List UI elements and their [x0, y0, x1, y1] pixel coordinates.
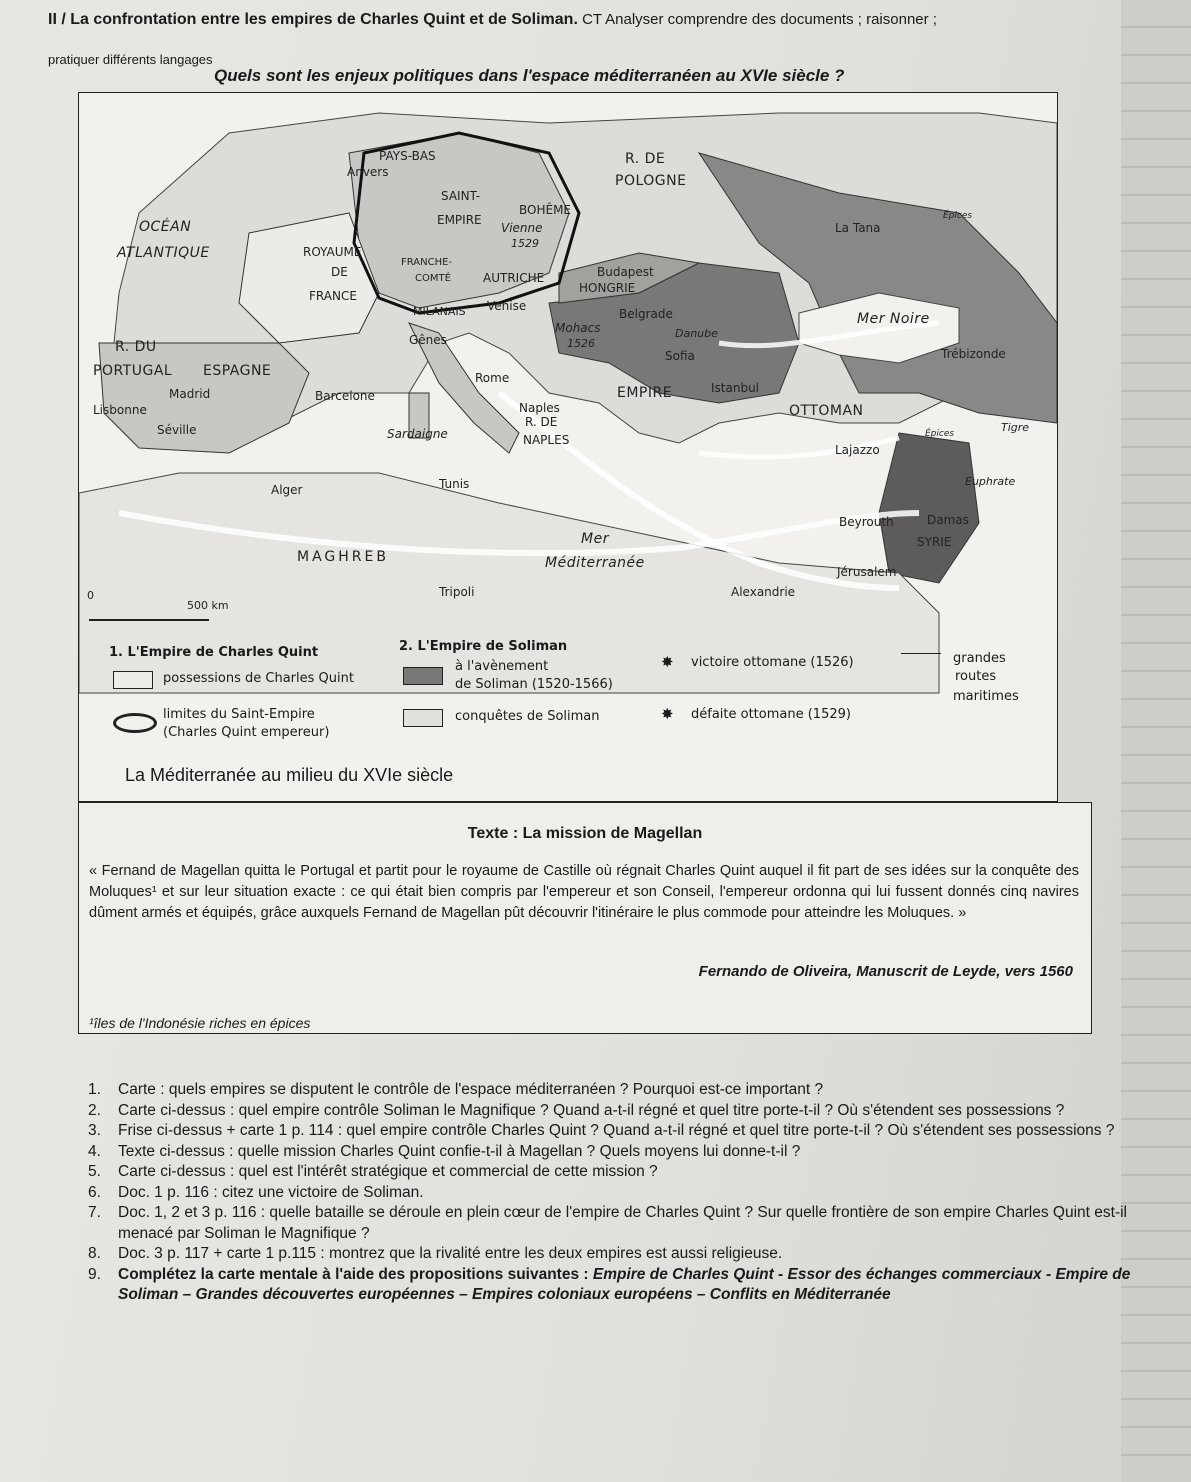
label-pologne: POLOGNE	[615, 173, 687, 189]
label-alger: Alger	[271, 483, 303, 497]
text-title: Texte : La mission de Magellan	[467, 825, 703, 842]
label-euphrate: Euphrate	[965, 475, 1016, 488]
label-ottoman: OTTOMAN	[789, 403, 864, 419]
label-jerusalem: Jérusalem	[837, 565, 897, 579]
label-naples-kingdom: NAPLES	[523, 433, 570, 447]
label-istanbul: Istanbul	[711, 381, 760, 395]
map-legend	[79, 639, 1057, 747]
label-alexandrie: Alexandrie	[731, 585, 796, 599]
label-budapest: Budapest	[597, 265, 654, 279]
question-1: 1. Carte : quels empires se disputent le contrôle de l'espace méditerranéen ? Pourquoi est-ce important ?	[88, 1081, 824, 1098]
defeat-icon: ✸	[661, 705, 674, 723]
label-syrie: SYRIE	[917, 535, 952, 549]
scale-500: 500 km	[187, 599, 229, 612]
label-tripoli: Tripoli	[439, 585, 475, 599]
label-epices-2: Épices	[925, 429, 955, 439]
label-comte: COMTÉ	[415, 273, 451, 284]
map-caption: La Méditerranée au milieu du XVIe siècle	[125, 765, 454, 785]
legend-limites: limites du Saint-Empire	[163, 707, 315, 722]
label-lisbonne: Lisbonne	[93, 403, 147, 417]
label-sofia: Sofia	[665, 349, 695, 363]
label-de: DE	[331, 265, 348, 279]
legend-swatch-possessions	[113, 671, 153, 689]
label-trebizonde: Trébizonde	[941, 347, 1006, 361]
label-lajazzo: Lajazzo	[835, 443, 880, 457]
section-header	[48, 10, 1138, 30]
text-body: « Fernand de Magellan quitta le Portugal et partit pour le royaume de Castille où régnait Charles Quint auquel il fit part de ses idées sur la conquête des Moluques¹ et sur leur situation exacte : ce qui était bien compris par l'empereur et son Conseil, l'empereur ordonna qui lui fussent donnés cinq navires dûment armés et équipés, grâce auxquels Fernand de Magellan pût découvrir l'itinéraire le plus commode pour atteindre les Moluques. »	[89, 863, 1079, 921]
label-1526: 1526	[567, 337, 595, 350]
question-9: 9. Complétez la carte mentale à l'aide des propositions suivantes : Empire de Charles Quint - Essor des échanges commerciaux - Empire de Soliman – Grandes découvertes européennes – Empires coloniaux européens – Conflits en Méditerranée	[88, 1265, 1131, 1303]
legend-limites-2: (Charles Quint empereur)	[163, 725, 330, 740]
victory-icon: ✸	[661, 653, 674, 671]
label-rome: Rome	[475, 371, 510, 385]
label-r-de-2: R. DE	[525, 415, 558, 429]
map-question: Quels sont les enjeux politiques dans l'espace méditerranéen au XVIe siècle ?	[214, 66, 845, 85]
label-tigre: Tigre	[1001, 421, 1030, 434]
legend-victoire: victoire ottomane (1526)	[691, 655, 854, 670]
legend-heading-soliman: 2. L'Empire de Soliman	[399, 639, 568, 654]
label-portugal: PORTUGAL	[93, 363, 173, 379]
skills-text: CT Analyser comprendre des documents ; raisonner ;	[582, 11, 937, 28]
label-venise: Venise	[487, 299, 527, 313]
label-hongrie: HONGRIE	[579, 281, 636, 295]
label-anvers: Anvers	[347, 165, 389, 179]
label-espagne: ESPAGNE	[203, 363, 272, 379]
legend-avenement-2: de Soliman (1520-1566)	[455, 677, 613, 692]
legend-conquetes: conquêtes de Soliman	[455, 709, 600, 724]
label-damas: Damas	[927, 513, 969, 527]
question-6: 6. Doc. 1 p. 116 : citez une victoire de Soliman.	[88, 1183, 424, 1201]
label-genes: Gênes	[409, 333, 447, 347]
legend-routes-1: grandes	[953, 651, 1006, 666]
label-empire: EMPIRE	[437, 213, 482, 227]
label-1529: 1529	[511, 237, 539, 250]
question-5: 5. Carte ci-dessus : quel est l'intérêt stratégique et commercial de cette mission ?	[88, 1163, 658, 1180]
legend-heading-charles: 1. L'Empire de Charles Quint	[109, 645, 319, 660]
label-danube: Danube	[675, 327, 718, 340]
mediterranean-map	[78, 92, 1058, 802]
label-mohacs: Mohacs	[555, 321, 601, 335]
label-atlantique: ATLANTIQUE	[117, 245, 210, 261]
magellan-text-box	[78, 802, 1092, 1034]
label-autriche: AUTRICHE	[483, 271, 545, 285]
legend-defaite: défaite ottomane (1529)	[691, 707, 851, 722]
label-saint: SAINT-	[441, 189, 481, 203]
text-source: Fernando de Oliveira, Manuscrit de Leyde, vers 1560	[698, 963, 1073, 980]
question-3: 3. Frise ci-dessus + carte 1 p. 114 : quel empire contrôle Charles Quint ? Quand a-t-il régné et quel titre porte-t-il ? Où s'étendent ses possessions ?	[88, 1122, 1115, 1139]
label-boheme: BOHÊME	[519, 203, 572, 217]
legend-route-line	[901, 653, 941, 654]
label-mer-noire: Mer Noire	[857, 311, 930, 327]
label-epices-1: Épices	[943, 211, 973, 221]
label-r-du: R. DU	[115, 339, 157, 355]
scale-zero: 0	[87, 589, 94, 602]
label-madrid: Madrid	[169, 387, 211, 401]
label-barcelone: Barcelone	[315, 389, 375, 403]
label-ocean: OCÉAN	[139, 219, 192, 235]
label-vienne: Vienne	[501, 221, 543, 235]
section-title: II / La confrontation entre les empires de Charles Quint et de Soliman.	[48, 11, 578, 28]
question-4: 4. Texte ci-dessus : quelle mission Charles Quint confie-t-il à Magellan ? Quels moyens lui donne-t-il ?	[88, 1142, 801, 1160]
label-seville: Séville	[157, 423, 197, 437]
question-2: 2. Carte ci-dessus : quel empire contrôle Soliman le Magnifique ? Quand a-t-il régné et quel titre porte-t-il ? Où s'étendent ses possessions ?	[88, 1101, 1065, 1119]
question-8: 8. Doc. 3 p. 117 + carte 1 p.115 : montrez que la rivalité entre les deux empires est aussi religieuse.	[88, 1245, 783, 1262]
legend-routes-2: routes	[955, 669, 997, 684]
label-maghreb: MAGHREB	[297, 549, 389, 565]
label-r-de: R. DE	[625, 151, 666, 167]
label-la-tana: La Tana	[835, 221, 881, 235]
legend-swatch-limits	[113, 713, 157, 733]
syria-region	[879, 433, 979, 583]
text-footnote: ¹îles de l'Indonésie riches en épices	[89, 1015, 311, 1031]
label-royaume: ROYAUME	[303, 245, 362, 259]
questions-list	[88, 1080, 1138, 1306]
label-beyrouth: Beyrouth	[839, 515, 894, 529]
label-pays-bas: PAYS-BAS	[379, 149, 436, 163]
label-france: FRANCE	[309, 289, 357, 303]
legend-avenement: à l'avènement	[455, 659, 549, 674]
legend-swatch-avenement	[403, 667, 443, 685]
label-empire-ottoman: EMPIRE	[617, 385, 673, 401]
label-mediterranee: Méditerranée	[545, 555, 645, 571]
skills-text-2: pratiquer différents langages	[48, 52, 213, 67]
label-milanais: MILANAIS	[413, 305, 466, 318]
label-sardaigne: Sardaigne	[387, 427, 448, 441]
legend-swatch-conquetes	[403, 709, 443, 727]
question-7: 7. Doc. 1, 2 et 3 p. 116 : quelle bataille se déroule en plein cœur de l'empire de Charles Quint ? Sur quelle frontière de son empire Charles Quint est-il menacé par Soliman le Magnifique ?	[88, 1204, 1127, 1242]
legend-routes-3: maritimes	[953, 689, 1019, 704]
label-naples: Naples	[519, 401, 560, 415]
label-belgrade: Belgrade	[619, 307, 673, 321]
label-mer: Mer	[581, 531, 609, 547]
label-franche: FRANCHE-	[401, 257, 453, 268]
legend-possessions: possessions de Charles Quint	[163, 671, 354, 686]
label-tunis: Tunis	[439, 477, 470, 491]
